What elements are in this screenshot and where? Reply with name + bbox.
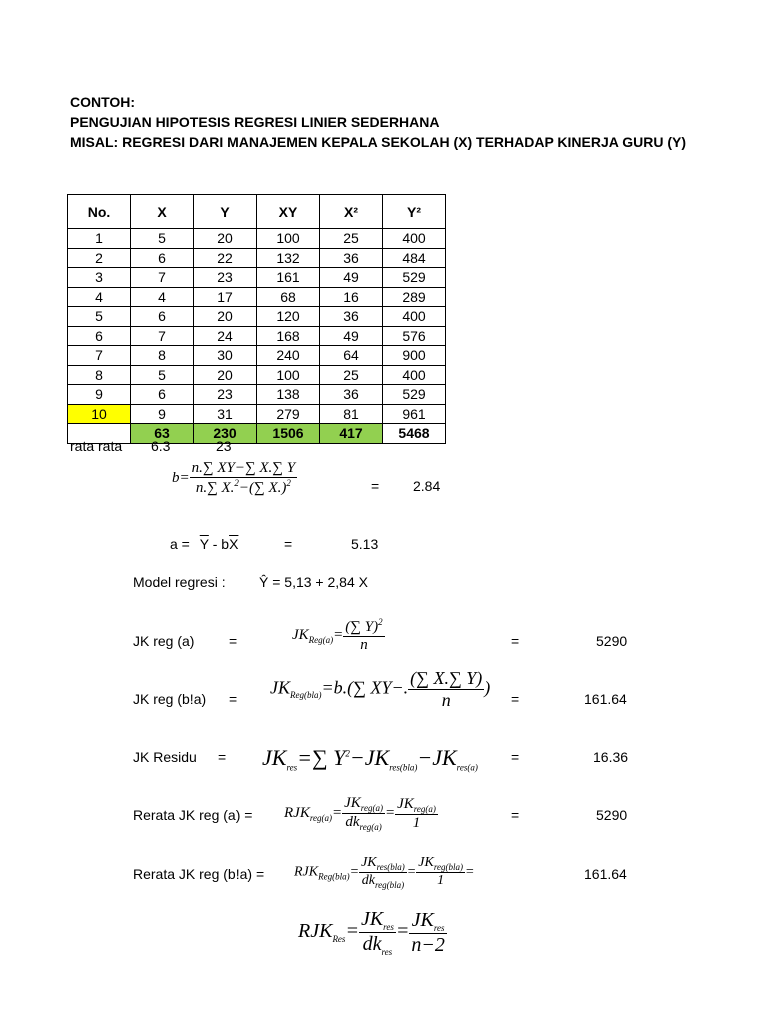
cell-xy: 138 [257,385,320,405]
cell-x: 8 [131,346,194,366]
col-header-y: Y [194,195,257,229]
b-equals: = [371,478,380,494]
jk-res-eq2: = [511,749,520,765]
cell-y: 20 [194,307,257,327]
a-ybar: $\overline{Y}$ [199,536,209,552]
cell-xy: 240 [257,346,320,366]
rjk-reg-a-label: Rerata JK reg (a) = [133,807,253,823]
table-row [68,346,446,366]
header-contoh: CONTOH: [70,94,136,110]
cell-x2: 64 [320,346,383,366]
cell-xy: 168 [257,326,320,346]
cell-no: 1 [68,229,131,249]
cell-y2: 529 [383,268,446,288]
a-xbar: $\overline{X}$ [229,536,239,552]
jk-reg-a-label: JK reg (a) [133,633,195,649]
cell-y2: 529 [383,385,446,405]
jk-res-value: 16.36 [593,749,629,765]
formula-rjk-res: $RJK_{Res}=$ $\frac{JK_{res}}{dk_{res}}$ = $\frac{JK_{res}}{n-2}$ [298,908,445,957]
model-label: Model regresi : [133,574,226,590]
rjk-reg-a-eq: = [511,807,520,823]
cell-x2: 25 [320,365,383,385]
cell-x2: 36 [320,385,383,405]
table-header-row [68,195,446,229]
table-row [68,248,446,268]
header-title: PENGUJIAN HIPOTESIS REGRESI LINIER SEDERHANA [70,114,440,130]
formula-b: b= $\frac{n.\sum XY-\sum X.\sum Y}{n.\sum X.^2-(\sum X.)^2}$ [172,460,296,496]
cell-x: 5 [131,365,194,385]
cell-no: 7 [68,346,131,366]
cell-no: 10 [68,404,131,424]
total-xy: 1506 [257,424,320,444]
col-header-y2: Y² [383,195,446,229]
total-y2: 5468 [383,424,446,444]
total-x2: 417 [320,424,383,444]
cell-y: 17 [194,287,257,307]
jk-reg-a-eq2: = [511,633,520,649]
jk-reg-a-value: 5290 [596,633,628,649]
a-equals: = [284,536,293,552]
table-row [68,268,446,288]
table-row [68,365,446,385]
formula-jk-reg-ba: $JK_{Reg(bla)}=b.(\sum$ XY−. $\frac{(\sum X.\sum Y)}{n}$ ) [270,668,491,710]
cell-no: 4 [68,287,131,307]
cell-y: 20 [194,365,257,385]
cell-x2: 36 [320,307,383,327]
mean-label: rata rata [70,438,123,454]
cell-x: 7 [131,268,194,288]
mean-x: 6.3 [151,438,171,454]
cell-x2: 25 [320,229,383,249]
col-header-xy: XY [257,195,320,229]
cell-y2: 484 [383,248,446,268]
cell-x: 4 [131,287,194,307]
rjk-reg-ba-label: Rerata JK reg (b!a) = [133,866,265,882]
table-row [68,307,446,327]
cell-xy: 100 [257,229,320,249]
a-label: a = [170,536,190,552]
cell-no: 5 [68,307,131,327]
cell-no: 8 [68,365,131,385]
rjk-reg-ba-value: 161.64 [584,866,627,882]
a-formula [170,536,238,552]
cell-x: 6 [131,385,194,405]
cell-y2: 289 [383,287,446,307]
cell-y: 31 [194,404,257,424]
a-minus-b: - b [208,536,230,552]
formula-jk-reg-a: $JK_{Reg(a)}=$ $\frac{(\sum Y)^2}{n}$ [292,617,383,653]
cell-y: 23 [194,385,257,405]
cell-no: 3 [68,268,131,288]
formula-jk-res: $JK_{res}=\sum$ $Y^2-JK_{res(bla)}-JK_{res(a)}$ [262,745,478,773]
cell-xy: 161 [257,268,320,288]
cell-x: 6 [131,248,194,268]
table-row [68,326,446,346]
cell-x2: 81 [320,404,383,424]
cell-x2: 49 [320,268,383,288]
cell-xy: 68 [257,287,320,307]
table-row [68,385,446,405]
data-table [67,194,446,444]
b-value: 2.84 [413,478,441,494]
total-x: 63 [131,424,194,444]
table-row [68,287,446,307]
cell-x: 5 [131,229,194,249]
cell-xy: 132 [257,248,320,268]
formula-rjk-reg-ba: $RJK_{Reg(bla)}=$ $\frac{JK_{res(bla)}}{dk_{reg(bla)}}$ = $\frac{JK_{reg(bla)}}{1}$ = [294,855,475,890]
cell-y2: 576 [383,326,446,346]
cell-xy: 120 [257,307,320,327]
col-header-x2: X² [320,195,383,229]
totals-row [68,424,446,444]
cell-x: 9 [131,404,194,424]
cell-y2: 961 [383,404,446,424]
cell-x: 7 [131,326,194,346]
model-expr: Ŷ = 5,13 + 2,84 X [259,574,368,590]
cell-y2: 400 [383,229,446,249]
cell-x2: 36 [320,248,383,268]
cell-y: 20 [194,229,257,249]
formula-rjk-reg-a: $RJK_{reg(a)}=$ $\frac{JK_{reg(a)}}{dk_{reg(a)}}$ = $\frac{JK_{reg(a)}}{1}$ [284,795,436,832]
table-row [68,404,446,424]
cell-x2: 49 [320,326,383,346]
cell-xy: 100 [257,365,320,385]
cell-x: 6 [131,307,194,327]
cell-no: 9 [68,385,131,405]
jk-reg-a-eq1: = [229,633,238,649]
cell-x2: 16 [320,287,383,307]
cell-y2: 400 [383,365,446,385]
cell-no: 2 [68,248,131,268]
rjk-reg-a-value: 5290 [596,807,628,823]
header-example: MISAL: REGRESI DARI MANAJEMEN KEPALA SEKOLAH (X) TERHADAP KINERJA GURU (Y) [70,134,687,150]
jk-res-eq1: = [218,749,227,765]
cell-y: 22 [194,248,257,268]
cell-y2: 400 [383,307,446,327]
col-header-x: X [131,195,194,229]
jk-reg-ba-label: JK reg (b!a) [133,691,207,707]
jk-reg-ba-value: 161.64 [584,691,627,707]
cell-y: 30 [194,346,257,366]
col-header-no: No. [68,195,131,229]
cell-no: 6 [68,326,131,346]
mean-y: 23 [216,438,232,454]
cell-y: 24 [194,326,257,346]
a-value: 5.13 [351,536,379,552]
cell-y2: 900 [383,346,446,366]
jk-reg-ba-eq2: = [511,691,520,707]
cell-y: 23 [194,268,257,288]
table-row [68,229,446,249]
cell-xy: 279 [257,404,320,424]
jk-res-label: JK Residu [133,749,197,765]
total-y: 230 [194,424,257,444]
jk-reg-ba-eq1: = [229,691,238,707]
